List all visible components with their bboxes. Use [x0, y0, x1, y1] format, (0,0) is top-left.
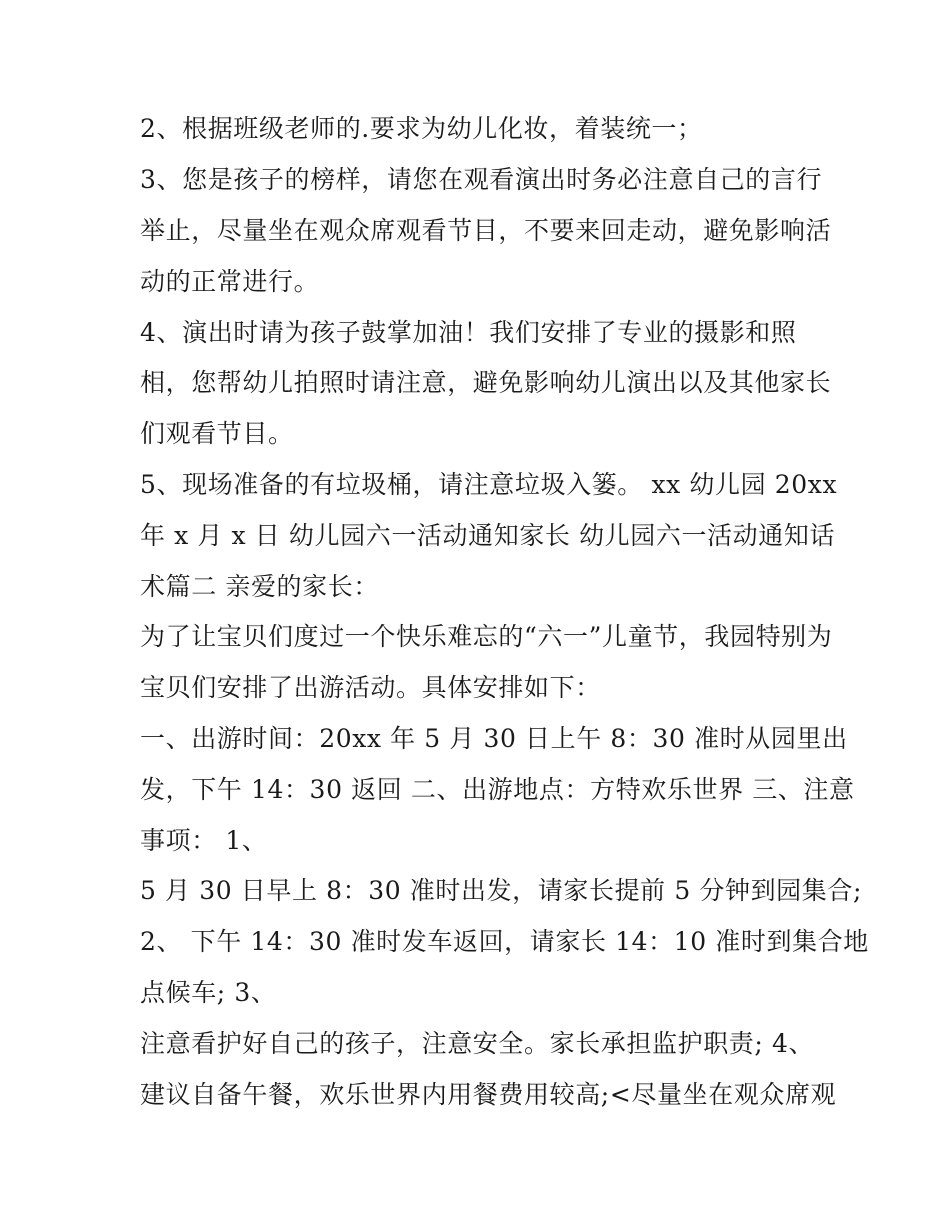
text-line: 建议自备午餐，欢乐世界内用餐费用较高;<尽量坐在观众席观	[140, 1080, 837, 1109]
text-line: 3、您是孩子的榜样，请您在观看演出时务必注意自己的言行	[140, 165, 823, 194]
text-line: 为了让宝贝们度过一个快乐难忘的“六一”儿童节，我园特别为	[140, 622, 833, 651]
text-line: 点候车; 3、	[140, 978, 277, 1007]
text-line: 们观看节目。	[140, 419, 294, 448]
text-line: 注意看护好自己的孩子，注意安全。家长承担监护职责; 4、	[140, 1029, 815, 1058]
text-line: 年 x 月 x 日 幼儿园六一活动通知家长 幼儿园六一活动通知话	[140, 521, 836, 550]
text-line: 4、演出时请为孩子鼓掌加油！我们安排了专业的摄影和照	[140, 318, 797, 347]
text-line: 举止，尽量坐在观众席观看节目，不要来回走动，避免影响活	[140, 216, 832, 245]
text-line: 术篇二 亲爱的家长：	[140, 572, 379, 601]
text-line: 宝贝们安排了出游活动。具体安排如下：	[140, 673, 601, 702]
text-line: 2、 下午 14：30 准时发车返回，请家长 14：10 准时到集合地	[140, 927, 869, 956]
text-line: 发，下午 14：30 返回 二、出游地点：方特欢乐世界 三、注意	[140, 775, 855, 804]
text-line: 5、现场准备的有垃圾桶，请注意垃圾入篓。 xx 幼儿园 20xx	[140, 470, 838, 499]
text-line: 动的正常进行。	[140, 267, 320, 296]
text-line: 事项： 1、	[140, 826, 268, 855]
text-line: 2、根据班级老师的.要求为幼儿化妆，着装统一；	[140, 114, 703, 143]
text-line: 相，您帮幼儿拍照时请注意，避免影响幼儿演出以及其他家长	[140, 368, 832, 397]
text-line: 一、出游时间：20xx 年 5 月 30 日上午 8：30 准时从园里出	[140, 724, 848, 753]
text-line: 5 月 30 日早上 8：30 准时出发，请家长提前 5 分钟到园集合;	[140, 876, 862, 905]
